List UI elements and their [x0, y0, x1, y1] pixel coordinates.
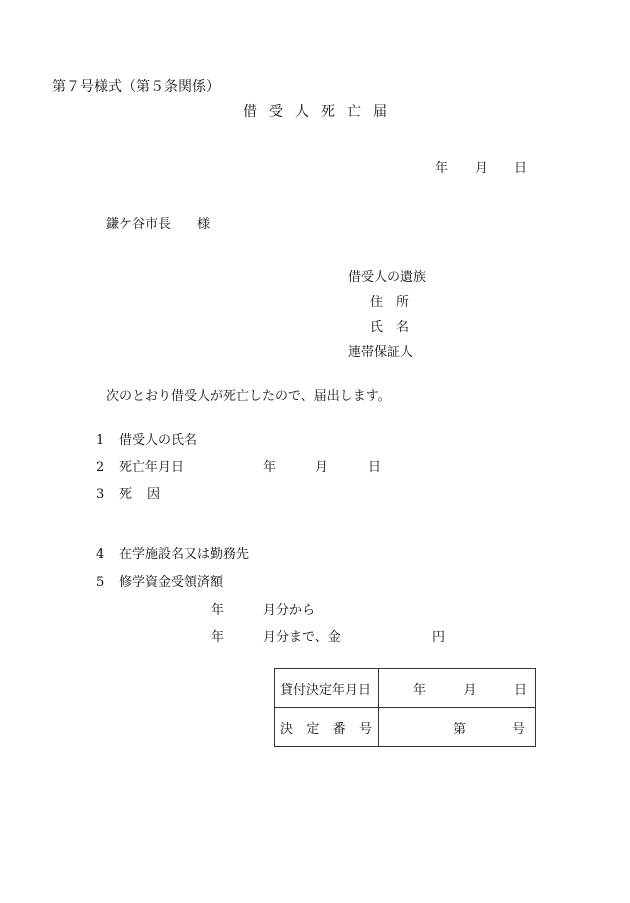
loan-decision-date-label: 貸付決定年月日: [275, 669, 379, 708]
family-label: 借受人の遺族: [348, 270, 427, 285]
office-use-table: [274, 668, 536, 747]
statement-text: 次のとおり借受人が死亡したので、届出します。: [106, 389, 391, 404]
guarantor-label: 連帯保証人: [348, 345, 414, 360]
decision-number-label: 決 定 番 号: [275, 708, 379, 747]
table-row: [275, 669, 536, 708]
table-row: [275, 708, 536, 747]
addressee-city: 鎌ケ谷市長: [106, 217, 172, 232]
decision-number-field: 第 号: [379, 708, 536, 747]
addressee-honorific: 様: [197, 217, 211, 232]
document-title: 借 受 人 死 亡 届: [243, 104, 387, 120]
loan-decision-date-field: 年 月 日: [379, 669, 536, 708]
form-number: 第７号様式（第５条関係）: [52, 79, 220, 95]
